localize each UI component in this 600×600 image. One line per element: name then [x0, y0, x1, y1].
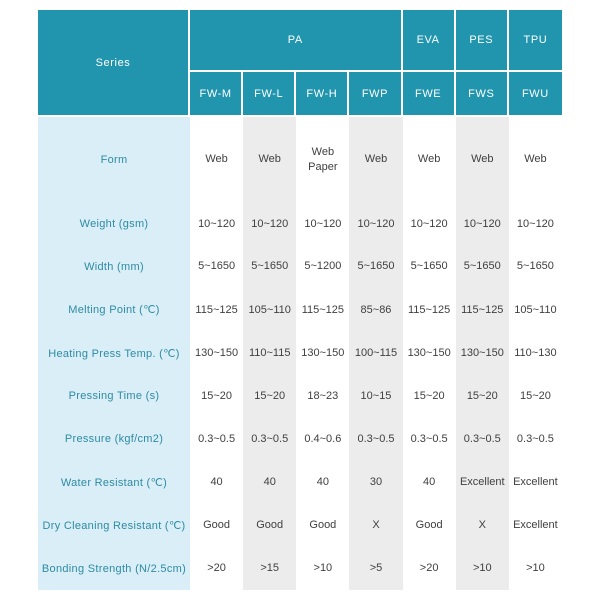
cell: 0.3~0.5 — [456, 418, 509, 461]
cell: 115~125 — [456, 288, 509, 331]
cell: Web Paper — [296, 117, 349, 203]
cell: 15~20 — [403, 375, 456, 418]
cell: Good — [296, 504, 349, 547]
table-row — [38, 375, 562, 418]
table-row — [38, 504, 562, 547]
cell: X — [349, 504, 402, 547]
cell: 5~1200 — [296, 246, 349, 289]
cell: 10~120 — [296, 203, 349, 246]
cell: Excellent — [509, 461, 562, 504]
cell: 10~120 — [243, 203, 296, 246]
cell: >20 — [190, 547, 243, 590]
row-label: Heating Press Temp. (℃) — [38, 332, 190, 375]
group-header-pes: PES — [456, 10, 509, 72]
group-header-eva: EVA — [403, 10, 456, 72]
series-header: Series — [38, 10, 190, 117]
table-row — [38, 117, 562, 203]
table-row — [38, 288, 562, 331]
group-header-row — [38, 10, 562, 72]
cell: X — [456, 504, 509, 547]
cell: 100~115 — [349, 332, 402, 375]
row-label: Weight (gsm) — [38, 203, 190, 246]
cell: 5~1650 — [243, 246, 296, 289]
table-row — [38, 461, 562, 504]
cell: 10~120 — [509, 203, 562, 246]
cell: 15~20 — [243, 375, 296, 418]
cell: 85~86 — [349, 288, 402, 331]
row-label: Melting Point (℃) — [38, 288, 190, 331]
cell: Web — [456, 117, 509, 203]
cell: 15~20 — [509, 375, 562, 418]
cell: Good — [403, 504, 456, 547]
cell: >10 — [509, 547, 562, 590]
cell: Excellent — [456, 461, 509, 504]
cell: 0.3~0.5 — [349, 418, 402, 461]
cell: 130~150 — [296, 332, 349, 375]
cell: 5~1650 — [456, 246, 509, 289]
cell: 10~120 — [349, 203, 402, 246]
cell: 110~115 — [243, 332, 296, 375]
cell: Excellent — [509, 504, 562, 547]
cell: 5~1650 — [190, 246, 243, 289]
cell: 40 — [296, 461, 349, 504]
cell: 0.3~0.5 — [403, 418, 456, 461]
column-header-fwe: FWE — [403, 72, 456, 117]
row-label: Pressure (kgf/cm2) — [38, 418, 190, 461]
cell: Web — [349, 117, 402, 203]
cell: 40 — [190, 461, 243, 504]
cell: 0.3~0.5 — [190, 418, 243, 461]
cell: >15 — [243, 547, 296, 590]
row-label: Water Resistant (℃) — [38, 461, 190, 504]
cell: 105~110 — [243, 288, 296, 331]
cell: 5~1650 — [349, 246, 402, 289]
cell: Web — [509, 117, 562, 203]
cell: Good — [190, 504, 243, 547]
cell: 130~150 — [190, 332, 243, 375]
cell: 5~1650 — [403, 246, 456, 289]
cell: >10 — [296, 547, 349, 590]
column-header-fw-m: FW-M — [190, 72, 243, 117]
row-label: Form — [38, 117, 190, 203]
row-label: Bonding Strength (N/2.5cm) — [38, 547, 190, 590]
table-row — [38, 203, 562, 246]
cell: >20 — [403, 547, 456, 590]
cell: 18~23 — [296, 375, 349, 418]
cell: 10~120 — [456, 203, 509, 246]
cell: 5~1650 — [509, 246, 562, 289]
column-header-fw-l: FW-L — [243, 72, 296, 117]
cell: 105~110 — [509, 288, 562, 331]
row-label: Pressing Time (s) — [38, 375, 190, 418]
cell: 0.4~0.6 — [296, 418, 349, 461]
cell: Web — [190, 117, 243, 203]
cell: >10 — [456, 547, 509, 590]
cell: 0.3~0.5 — [509, 418, 562, 461]
cell: Web — [403, 117, 456, 203]
cell: 115~125 — [296, 288, 349, 331]
cell: 130~150 — [403, 332, 456, 375]
cell: 115~125 — [403, 288, 456, 331]
cell: 0.3~0.5 — [243, 418, 296, 461]
cell: 30 — [349, 461, 402, 504]
cell: 10~120 — [403, 203, 456, 246]
cell: Good — [243, 504, 296, 547]
table-row — [38, 547, 562, 590]
column-header-fws: FWS — [456, 72, 509, 117]
table-row — [38, 418, 562, 461]
table-body — [38, 117, 562, 590]
group-header-pa: PA — [190, 10, 403, 72]
cell: 10~15 — [349, 375, 402, 418]
cell: 40 — [243, 461, 296, 504]
column-header-fwp: FWP — [349, 72, 402, 117]
product-spec-table — [38, 10, 562, 590]
cell: Web — [243, 117, 296, 203]
cell: 130~150 — [456, 332, 509, 375]
cell: 40 — [403, 461, 456, 504]
cell: 15~20 — [456, 375, 509, 418]
row-label: Dry Cleaning Resistant (℃) — [38, 504, 190, 547]
cell: 10~120 — [190, 203, 243, 246]
column-header-fw-h: FW-H — [296, 72, 349, 117]
cell: 15~20 — [190, 375, 243, 418]
cell: 115~125 — [190, 288, 243, 331]
cell: 110~130 — [509, 332, 562, 375]
group-header-tpu: TPU — [509, 10, 562, 72]
column-header-fwu: FWU — [509, 72, 562, 117]
cell: >5 — [349, 547, 402, 590]
table-row — [38, 246, 562, 289]
table-header — [38, 10, 562, 117]
table-row — [38, 332, 562, 375]
row-label: Width (mm) — [38, 246, 190, 289]
